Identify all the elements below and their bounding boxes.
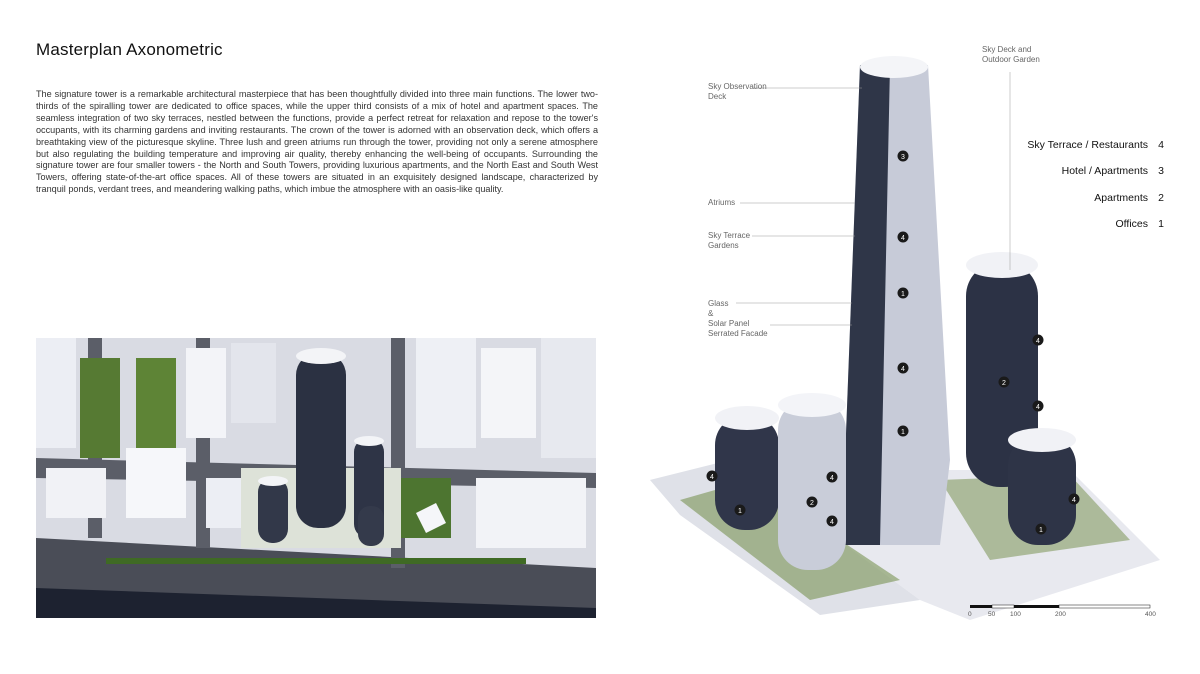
marker-main-hotel (898, 151, 909, 162)
label-sky-deck-garden: Sky Deck and Outdoor Garden (982, 45, 1040, 64)
marker-mid-apartments (807, 497, 818, 508)
label-sky-terrace-gardens: Sky Terrace Gardens (708, 231, 751, 250)
scale-tick: 200 (1055, 611, 1066, 618)
legend-item-offices (1116, 218, 1164, 230)
marker-mid-terrace-upper (827, 472, 838, 483)
svg-text:4: 4 (1072, 497, 1076, 504)
marker-main-office-lower (898, 426, 909, 437)
legend-label: Offices (1115, 218, 1148, 230)
marker-main-terrace-upper (898, 232, 909, 243)
legend-item-apartments (1094, 192, 1164, 204)
aerial-city-render (36, 338, 596, 618)
marker-main-terrace-lower (898, 363, 909, 374)
svg-text:1: 1 (901, 429, 905, 436)
legend-item-sky-terrace (1027, 139, 1164, 151)
legend-number: 3 (1158, 165, 1164, 177)
legend-number: 1 (1158, 218, 1164, 230)
legend-item-hotel (1062, 165, 1164, 177)
scale-tick: 400 (1145, 611, 1156, 618)
legend-label: Hotel / Apartments (1061, 165, 1148, 177)
aerial-city-illustration (36, 338, 596, 618)
legend-number: 4 (1158, 139, 1164, 151)
legend-number: 2 (1158, 192, 1164, 204)
scale-tick: 100 (1010, 611, 1021, 618)
marker-north-terrace-lower (1033, 401, 1044, 412)
svg-text:4: 4 (901, 366, 905, 373)
label-glass-facade: Glass & Solar Panel Serrated Facade (708, 299, 768, 338)
legend-label: Apartments (1094, 192, 1148, 204)
scale-tick: 50 (988, 611, 996, 618)
marker-mid-terrace-lower (827, 516, 838, 527)
svg-text:1: 1 (738, 508, 742, 515)
marker-north-terrace-upper (1033, 335, 1044, 346)
svg-text:4: 4 (1036, 338, 1040, 345)
scale-tick: 0 (968, 611, 972, 618)
svg-text:2: 2 (810, 500, 814, 507)
marker-west-office (735, 505, 746, 516)
marker-southeast-terrace (1069, 494, 1080, 505)
svg-text:4: 4 (710, 474, 714, 481)
legend-label: Sky Terrace / Restaurants (1027, 139, 1148, 151)
label-atriums: Atriums (708, 198, 736, 207)
svg-text:4: 4 (901, 235, 905, 242)
svg-text:4: 4 (830, 475, 834, 482)
marker-southeast-office (1036, 524, 1047, 535)
page-title: Masterplan Axonometric (36, 40, 223, 59)
marker-main-office-upper (898, 288, 909, 299)
marker-north-apartments (999, 377, 1010, 388)
svg-text:1: 1 (1039, 527, 1043, 534)
marker-west-terrace (707, 471, 718, 482)
svg-text:2: 2 (1002, 380, 1006, 387)
svg-text:4: 4 (1036, 404, 1040, 411)
svg-text:4: 4 (830, 519, 834, 526)
svg-text:3: 3 (901, 154, 905, 161)
label-sky-observation-deck: Sky Observation Deck (708, 82, 767, 101)
svg-text:1: 1 (901, 291, 905, 298)
description-text: The signature tower is a remarkable architectural masterpiece that has been thoughtfully divided into three main functions. The lower two-thirds of the spiralling tower are dedicated to office spaces, while the upper third consists of a mix of hotel and apartment spaces. The seamless integration of two sky terraces, nestled between the functions, provide a perfect retreat for relaxation and repose to the tower's occupants, with its charming gardens and inviting restaurants. The crown of the tower is adorned with an observation deck, which offers a breathtaking view of the picturesque skyline. Three lush and green atriums run through the tower, providing not only a serene atmosphere but also regulating the building temperature and improving air quality, thereby enhancing the well-being of occupants. Surrounding the signature tower are four smaller towers - the North and South Towers, providing luxurious apartments, and the North East and South West Towers, offering state-of-the-art office spaces. All of these towers are situated in an exquisitely designed landscape, characterized by tranquil ponds, verdant trees, and meandering walking paths, which imbue the atmosphere with an oasis-like quality. (36, 89, 598, 195)
